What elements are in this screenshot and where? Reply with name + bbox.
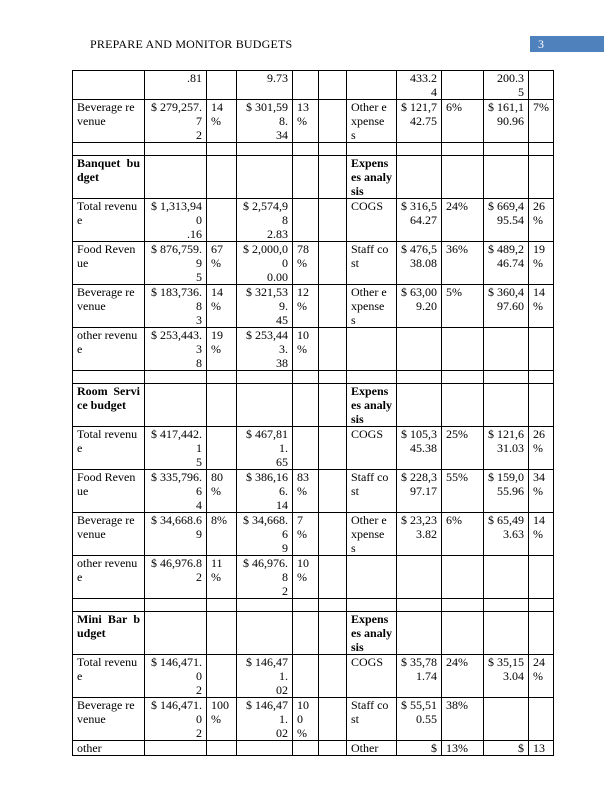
table-cell bbox=[442, 384, 484, 427]
table-cell: 9.73 bbox=[237, 71, 293, 100]
table-cell bbox=[73, 371, 145, 384]
table-cell: $ 65,49 3.63 bbox=[484, 513, 529, 556]
table-cell: Total revenue bbox=[73, 199, 145, 242]
table-cell: $ 35,78 1.74 bbox=[397, 655, 442, 698]
table-cell bbox=[73, 599, 145, 612]
table-cell bbox=[319, 698, 347, 741]
table-cell bbox=[347, 71, 397, 100]
table-cell: 14 % bbox=[529, 513, 554, 556]
table-cell: Expenses analysis bbox=[347, 384, 397, 427]
table-cell bbox=[145, 371, 207, 384]
table-cell bbox=[207, 143, 237, 156]
table-cell bbox=[484, 698, 529, 741]
table-cell bbox=[484, 599, 529, 612]
table-cell: 80 % bbox=[207, 470, 237, 513]
table-cell: $ 34,668.6 9 bbox=[237, 513, 293, 556]
page-header bbox=[0, 36, 612, 52]
table-cell: 5% bbox=[442, 285, 484, 328]
table-row bbox=[73, 328, 554, 371]
table-cell: Total revenue bbox=[73, 427, 145, 470]
table-cell: Other bbox=[347, 741, 397, 756]
table-cell bbox=[347, 371, 397, 384]
table-cell: $ 335,796.6 4 bbox=[145, 470, 207, 513]
table-cell: 13% bbox=[442, 741, 484, 756]
table-cell bbox=[293, 371, 319, 384]
table-cell: $ 360,4 97.60 bbox=[484, 285, 529, 328]
table-cell bbox=[529, 143, 554, 156]
table-row bbox=[73, 71, 554, 100]
table-cell bbox=[397, 371, 442, 384]
table-cell: Expenses analysis bbox=[347, 612, 397, 655]
table-cell bbox=[442, 143, 484, 156]
table-cell: 7 % bbox=[293, 513, 319, 556]
table-cell bbox=[293, 143, 319, 156]
table-cell bbox=[442, 371, 484, 384]
table-cell bbox=[145, 143, 207, 156]
table-cell bbox=[442, 599, 484, 612]
table-cell bbox=[529, 371, 554, 384]
table-cell bbox=[397, 143, 442, 156]
table-cell: COGS bbox=[347, 199, 397, 242]
table-row bbox=[73, 100, 554, 143]
table-cell bbox=[319, 427, 347, 470]
table-row bbox=[73, 242, 554, 285]
table-cell bbox=[237, 599, 293, 612]
table-cell: $ 46,976.82 bbox=[145, 556, 207, 599]
table-cell: 200.3 5 bbox=[484, 71, 529, 100]
table-cell: 8% bbox=[207, 513, 237, 556]
table-cell: $ 46,976.8 2 bbox=[237, 556, 293, 599]
table-cell: 12 % bbox=[293, 285, 319, 328]
table-row bbox=[73, 599, 554, 612]
table-cell: $ bbox=[484, 741, 529, 756]
table-cell bbox=[319, 371, 347, 384]
table-row bbox=[73, 556, 554, 599]
table-cell bbox=[293, 71, 319, 100]
table-cell: Banquet budget bbox=[73, 156, 145, 199]
table-cell bbox=[397, 612, 442, 655]
table-cell: $ 386,166. 14 bbox=[237, 470, 293, 513]
table-cell bbox=[529, 599, 554, 612]
table-row bbox=[73, 285, 554, 328]
table-cell: 14 % bbox=[207, 100, 237, 143]
table-cell: Beverage revenue bbox=[73, 285, 145, 328]
table-cell bbox=[529, 698, 554, 741]
table-cell: $ 63,00 9.20 bbox=[397, 285, 442, 328]
table-cell bbox=[237, 143, 293, 156]
table-cell bbox=[237, 612, 293, 655]
table-cell: $ 1,313,940 .16 bbox=[145, 199, 207, 242]
table-cell: $ 476,5 38.08 bbox=[397, 242, 442, 285]
table-cell: Other expense s bbox=[347, 100, 397, 143]
table-cell: $ 228,3 97.17 bbox=[397, 470, 442, 513]
table-cell: $ 105,3 45.38 bbox=[397, 427, 442, 470]
table-cell: $ 301,598. 34 bbox=[237, 100, 293, 143]
table-cell: 67 % bbox=[207, 242, 237, 285]
table-cell: 7% bbox=[529, 100, 554, 143]
table-cell: COGS bbox=[347, 655, 397, 698]
table-cell bbox=[484, 143, 529, 156]
table-cell: 24% bbox=[442, 199, 484, 242]
table-cell: $ 146,471.0 2 bbox=[145, 698, 207, 741]
table-cell: 25% bbox=[442, 427, 484, 470]
table-cell bbox=[207, 655, 237, 698]
table-cell: $ 253,443.3 8 bbox=[145, 328, 207, 371]
table-cell bbox=[145, 741, 207, 756]
table-cell: $ 876,759.9 5 bbox=[145, 242, 207, 285]
table-cell: Beverage revenue bbox=[73, 698, 145, 741]
table-cell bbox=[529, 71, 554, 100]
table-cell bbox=[397, 384, 442, 427]
table-cell bbox=[293, 655, 319, 698]
table-cell bbox=[319, 612, 347, 655]
table-cell: $ bbox=[397, 741, 442, 756]
table-cell: Staff cost bbox=[347, 242, 397, 285]
table-cell: 26 % bbox=[529, 199, 554, 242]
table-cell bbox=[319, 100, 347, 143]
table-cell bbox=[319, 71, 347, 100]
table-cell bbox=[293, 612, 319, 655]
table-cell bbox=[319, 143, 347, 156]
table-cell: Total revenue bbox=[73, 655, 145, 698]
table-cell bbox=[397, 556, 442, 599]
table-cell: 13 bbox=[529, 741, 554, 756]
table-row bbox=[73, 384, 554, 427]
table-cell bbox=[145, 612, 207, 655]
table-cell: $ 321,539. 45 bbox=[237, 285, 293, 328]
table-cell bbox=[207, 371, 237, 384]
table-cell: 100 % bbox=[207, 698, 237, 741]
table-cell bbox=[529, 384, 554, 427]
table-cell bbox=[319, 741, 347, 756]
table-cell bbox=[237, 384, 293, 427]
table-cell bbox=[484, 612, 529, 655]
table-cell bbox=[442, 612, 484, 655]
table-cell: 19 % bbox=[207, 328, 237, 371]
table-cell: 78 % bbox=[293, 242, 319, 285]
table-cell: 38% bbox=[442, 698, 484, 741]
table-cell: 10 % bbox=[293, 556, 319, 599]
table-cell: $ 159,0 55.96 bbox=[484, 470, 529, 513]
table-cell bbox=[484, 156, 529, 199]
table-cell bbox=[529, 328, 554, 371]
table-cell: $ 146,471. 02 bbox=[237, 655, 293, 698]
table-cell bbox=[207, 427, 237, 470]
table-cell: other revenue bbox=[73, 556, 145, 599]
table-cell: 14 % bbox=[207, 285, 237, 328]
table-cell: 83 % bbox=[293, 470, 319, 513]
table-cell bbox=[319, 199, 347, 242]
table-cell bbox=[442, 328, 484, 371]
table-cell: other bbox=[73, 741, 145, 756]
table-cell: 14 % bbox=[529, 285, 554, 328]
table-cell: Other expense s bbox=[347, 513, 397, 556]
table-cell bbox=[293, 599, 319, 612]
table-cell bbox=[347, 599, 397, 612]
table-cell bbox=[347, 143, 397, 156]
table-cell bbox=[293, 156, 319, 199]
table-cell bbox=[484, 384, 529, 427]
table-body bbox=[73, 71, 554, 756]
table-cell: $ 253,443. 38 bbox=[237, 328, 293, 371]
table-cell: 11 % bbox=[207, 556, 237, 599]
table-cell: 34 % bbox=[529, 470, 554, 513]
table-cell: $ 121,7 42.75 bbox=[397, 100, 442, 143]
table-row bbox=[73, 698, 554, 741]
table-cell bbox=[207, 741, 237, 756]
table-row bbox=[73, 199, 554, 242]
table-row bbox=[73, 156, 554, 199]
table-cell: .81 bbox=[145, 71, 207, 100]
table-cell: $ 2,574,98 2.83 bbox=[237, 199, 293, 242]
table-cell bbox=[207, 384, 237, 427]
table-cell: $ 279,257.7 2 bbox=[145, 100, 207, 143]
table-cell bbox=[484, 371, 529, 384]
table-cell bbox=[293, 199, 319, 242]
table-cell bbox=[207, 71, 237, 100]
table-cell bbox=[397, 328, 442, 371]
table-cell bbox=[237, 156, 293, 199]
table-cell: 19 % bbox=[529, 242, 554, 285]
table-cell bbox=[237, 741, 293, 756]
table-cell bbox=[319, 599, 347, 612]
table-cell: 55% bbox=[442, 470, 484, 513]
table-cell: $ 34,668.69 bbox=[145, 513, 207, 556]
table-cell bbox=[347, 556, 397, 599]
table-cell: $ 55,51 0.55 bbox=[397, 698, 442, 741]
table-cell: $ 2,000,00 0.00 bbox=[237, 242, 293, 285]
table-cell bbox=[347, 328, 397, 371]
table-cell: Mini Bar budget bbox=[73, 612, 145, 655]
table-cell bbox=[529, 556, 554, 599]
table-cell: $ 23,23 3.82 bbox=[397, 513, 442, 556]
table-cell: Other expense s bbox=[347, 285, 397, 328]
table-cell: 24 % bbox=[529, 655, 554, 698]
table-cell bbox=[397, 156, 442, 199]
table-cell: $ 467,811. 65 bbox=[237, 427, 293, 470]
table-cell bbox=[145, 599, 207, 612]
table-row bbox=[73, 143, 554, 156]
page-number-box bbox=[530, 36, 604, 52]
table-cell bbox=[293, 741, 319, 756]
table-cell: Expenses analysis bbox=[347, 156, 397, 199]
table-cell bbox=[319, 384, 347, 427]
table-row bbox=[73, 741, 554, 756]
budget-table bbox=[72, 70, 554, 756]
table-cell: 13 % bbox=[293, 100, 319, 143]
table-cell bbox=[484, 556, 529, 599]
table-cell: other revenue bbox=[73, 328, 145, 371]
table-cell bbox=[319, 556, 347, 599]
table-cell: 26 % bbox=[529, 427, 554, 470]
table-cell: 36% bbox=[442, 242, 484, 285]
table-row bbox=[73, 513, 554, 556]
table-cell bbox=[319, 242, 347, 285]
table-cell bbox=[319, 513, 347, 556]
table-cell bbox=[145, 156, 207, 199]
table-cell: COGS bbox=[347, 427, 397, 470]
table-cell bbox=[293, 427, 319, 470]
table-cell: $ 183,736.8 3 bbox=[145, 285, 207, 328]
table-cell bbox=[293, 384, 319, 427]
table-cell: Room Service budget bbox=[73, 384, 145, 427]
table-cell bbox=[484, 328, 529, 371]
table-cell: $ 669,4 95.54 bbox=[484, 199, 529, 242]
table-cell: 6% bbox=[442, 513, 484, 556]
table-cell bbox=[207, 599, 237, 612]
table-cell bbox=[145, 384, 207, 427]
table-cell bbox=[237, 371, 293, 384]
table-cell bbox=[207, 156, 237, 199]
table-cell: Beverage revenue bbox=[73, 513, 145, 556]
table-row bbox=[73, 371, 554, 384]
table-cell bbox=[319, 156, 347, 199]
table-cell bbox=[319, 655, 347, 698]
table-cell: $ 316,5 64.27 bbox=[397, 199, 442, 242]
table-cell: Beverage revenue bbox=[73, 100, 145, 143]
table-cell: 24% bbox=[442, 655, 484, 698]
table-row bbox=[73, 427, 554, 470]
running-head: PREPARE AND MONITOR BUDGETS bbox=[90, 37, 293, 51]
table-cell: $ 35,15 3.04 bbox=[484, 655, 529, 698]
table-cell: $ 417,442.1 5 bbox=[145, 427, 207, 470]
table-cell: 10 % bbox=[293, 328, 319, 371]
table-cell bbox=[73, 143, 145, 156]
table-cell bbox=[207, 199, 237, 242]
table-cell bbox=[442, 156, 484, 199]
table-cell bbox=[319, 285, 347, 328]
table-cell bbox=[397, 599, 442, 612]
table-cell bbox=[319, 328, 347, 371]
table-cell: Food Revenue bbox=[73, 242, 145, 285]
table-cell bbox=[73, 71, 145, 100]
table-cell: 6% bbox=[442, 100, 484, 143]
table-cell: Staff cost bbox=[347, 470, 397, 513]
table-row bbox=[73, 470, 554, 513]
table-cell: $ 489,2 46.74 bbox=[484, 242, 529, 285]
table-cell bbox=[319, 470, 347, 513]
page-number: 3 bbox=[538, 37, 544, 51]
table-cell bbox=[529, 612, 554, 655]
table-row bbox=[73, 655, 554, 698]
table-cell: 433.2 4 bbox=[397, 71, 442, 100]
table-cell: Staff cost bbox=[347, 698, 397, 741]
table-cell: Food Revenue bbox=[73, 470, 145, 513]
table-cell: $ 121,6 31.03 bbox=[484, 427, 529, 470]
table-cell: $ 146,471.0 2 bbox=[145, 655, 207, 698]
table-row bbox=[73, 612, 554, 655]
table-cell: 10 0 % bbox=[293, 698, 319, 741]
table-cell bbox=[207, 612, 237, 655]
table-cell bbox=[442, 556, 484, 599]
table-cell bbox=[442, 71, 484, 100]
table-cell: $ 146,471. 02 bbox=[237, 698, 293, 741]
table-cell: $ 161,1 90.96 bbox=[484, 100, 529, 143]
table-cell bbox=[529, 156, 554, 199]
